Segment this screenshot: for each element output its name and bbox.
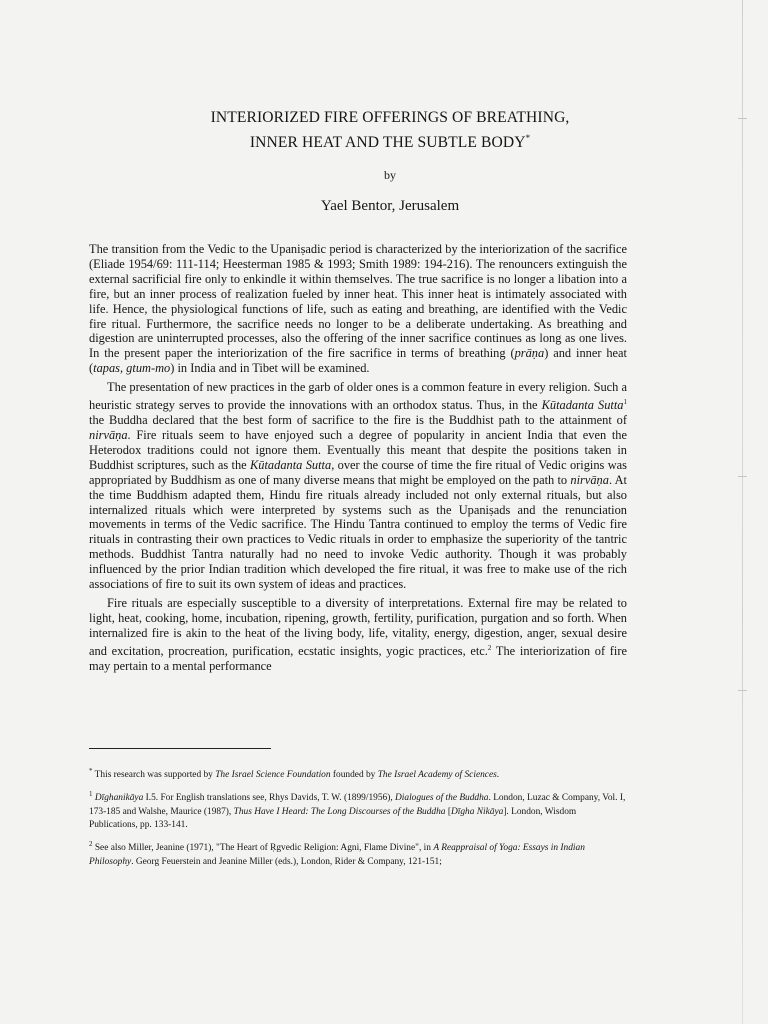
footnotes: [89, 765, 627, 875]
footnote-text: [: [445, 806, 451, 817]
term-tapas: tapas, gtum-mo: [93, 361, 171, 376]
term-nirvana: nirvāṇa: [570, 472, 609, 487]
paper-title: [90, 107, 690, 153]
title-line-2-text: INNER HEAT AND THE SUBTLE BODY: [249, 134, 526, 152]
footnote-text: founded by: [330, 770, 378, 781]
footnote-text: See also Miller, Jeanine (1971), "The Heart of Ṛgvedic Religion: Agni, Flame Divine", in: [92, 843, 434, 854]
footnote-ref-2[interactable]: 2: [487, 643, 492, 652]
term-prana: prāṇa: [514, 346, 545, 361]
term-kutadanta-sutta: Kūtadanta Sutta: [250, 457, 332, 472]
footnote-title: The Israel Academy of Sciences: [377, 770, 497, 781]
paragraph-2-text: The presentation of new practices in the garb of older ones is a common feature in every religion. Such a heuristic strategy serves to provide the innovations with an orthodox status. Thus, in the: [89, 380, 627, 413]
paragraph-1-text: ) in India and in Tibet will be examined.: [170, 361, 370, 376]
scan-edge-line: [742, 0, 743, 1024]
paragraph-3-text: The interiorization of fire may pertain to a mental performance: [89, 643, 627, 673]
term-kutadanta-sutta: Kūtadanta Sutta: [541, 398, 624, 413]
paragraph-2-text: . At the time Buddhism adapted them, Hindu fire rituals already included not only external rituals, but also internalized rituals which were interpreted by systems such as the Upaniṣads and the renunciation movements in terms of the Vedic sacrifice. The Hindu Tantra continued to employ the terms of Vedic fire rituals in contrasting their own practices to Vedic rituals in order to emphasize the superiority of the tantric methods. Buddhist Tantra naturally had no need to invoke Vedic authority. Though it was probably influenced by the prior Indian tradition which developed the fire ritual, it was free to make use of the rich associations of fire to suit its own system of ideas and practices.: [89, 472, 627, 592]
paragraph-3: [89, 596, 627, 674]
byline-by: by: [384, 168, 396, 182]
scan-edge-tick: [738, 476, 747, 477]
footnote-text: . London, Luzac & Company, Vol. I, 173-185 and Walshe, Maurice (1987),: [89, 793, 626, 817]
scan-edge-tick: [738, 690, 747, 691]
scan-edge-tick: [738, 118, 747, 119]
title-line-1: INTERIORIZED FIRE OFFERINGS OF BREATHING,: [210, 109, 570, 126]
author-name: Yael Bentor, Jerusalem: [320, 198, 460, 214]
footnote-title: A Reappraisal of Yoga: Essays in Indian Philosophy: [89, 843, 585, 867]
title-footnote-marker: *: [525, 133, 531, 143]
footnote-title: Dīghanikāya: [94, 793, 144, 804]
paragraph-2-text: . Fire rituals seem to have enjoyed such a degree of popularity in ancient India that even the Heterodox traditions could not ignore them. Eventually this meant that despite the positions taken in Buddhist scriptures, such as the: [89, 428, 627, 472]
paragraph-1-text: ) and inner heat (: [89, 346, 627, 376]
footnote-text: I.5. For English translations see, Rhys Davids, T. W. (1899/1956),: [143, 793, 396, 804]
footnote-title: Dialogues of the Buddha: [395, 793, 489, 804]
paragraph-2: [89, 380, 627, 592]
footnote-text: . Georg Feuerstein and Jeanine Miller (eds.), London, Rider & Company, 121-151;: [131, 856, 442, 867]
footnote-text: ]. London, Wisdom Publications, pp. 133-141.: [89, 806, 577, 831]
footnote-marker: *: [89, 767, 93, 775]
title-line-2: [90, 128, 690, 153]
body-text: [89, 242, 627, 678]
footnote-title: Dīgha Nikāya: [450, 806, 504, 817]
footnote-title: The Israel Science Foundation: [215, 770, 331, 781]
footnote-2: [89, 838, 627, 869]
footnote-1: [89, 788, 627, 832]
paragraph-1: [89, 242, 627, 376]
paragraph-1-text: The transition from the Vedic to the Upaniṣadic period is characterized by the interiorization of the sacrifice (Eliade 1954/69: 111-114; Heesterman 1985 & 1993; Smith 1989: 194-216). The renouncers extinguish the external sacrificial fire only to enkindle it within themselves. The true sacrifice is no longer a libation into a fire, but an inner process of realization fueled by inner heat. This inner heat is intimately associated with life. Hence, the physiological functions of life, such as eating and breathing, are identified with the Vedic fire ritual. Furthermore, the sacrifice needs no longer to be a deliberate undertaking. As breathing and digestion are uninterrupted processes, also the offering of the inner sacrifice continues as long as one lives. In the present paper the interiorization of the fire sacrifice in terms of breathing (: [89, 242, 627, 361]
paragraph-3-text: Fire rituals are especially susceptible to a diversity of interpretations. External fire may be related to light, heat, cooking, home, incubation, ripening, growth, fertility, purification, purgation and so forth. When internalized fire is akin to the heat of the living body, life, vitality, energy, digestion, anger, sexual desire and excitation, procreation, purification, ecstatic insights, yogic practices, etc.: [89, 595, 627, 658]
term-nirvana: nirvāṇa: [89, 428, 128, 442]
footnote-marker: 2: [89, 840, 93, 849]
paragraph-2-text: the Buddha declared that the best form of sacrifice to the fire is the Buddhist path to the attainment of: [89, 413, 627, 428]
paragraph-2-text: , over the course of time the fire ritual of Vedic origins was appropriated by Buddhism as one of many diverse means that might be employed on the path to: [89, 457, 628, 487]
footnote-text: This research was supported by: [92, 770, 216, 781]
footnote-title: Thus Have I Heard: The Long Discourses of the Buddha: [233, 806, 446, 817]
footnote-text: .: [496, 770, 500, 781]
footnote-star: [89, 765, 627, 782]
footnote-marker: 1: [89, 790, 93, 799]
footnote-separator: [89, 748, 271, 749]
footnote-ref-1[interactable]: 1: [623, 398, 627, 407]
